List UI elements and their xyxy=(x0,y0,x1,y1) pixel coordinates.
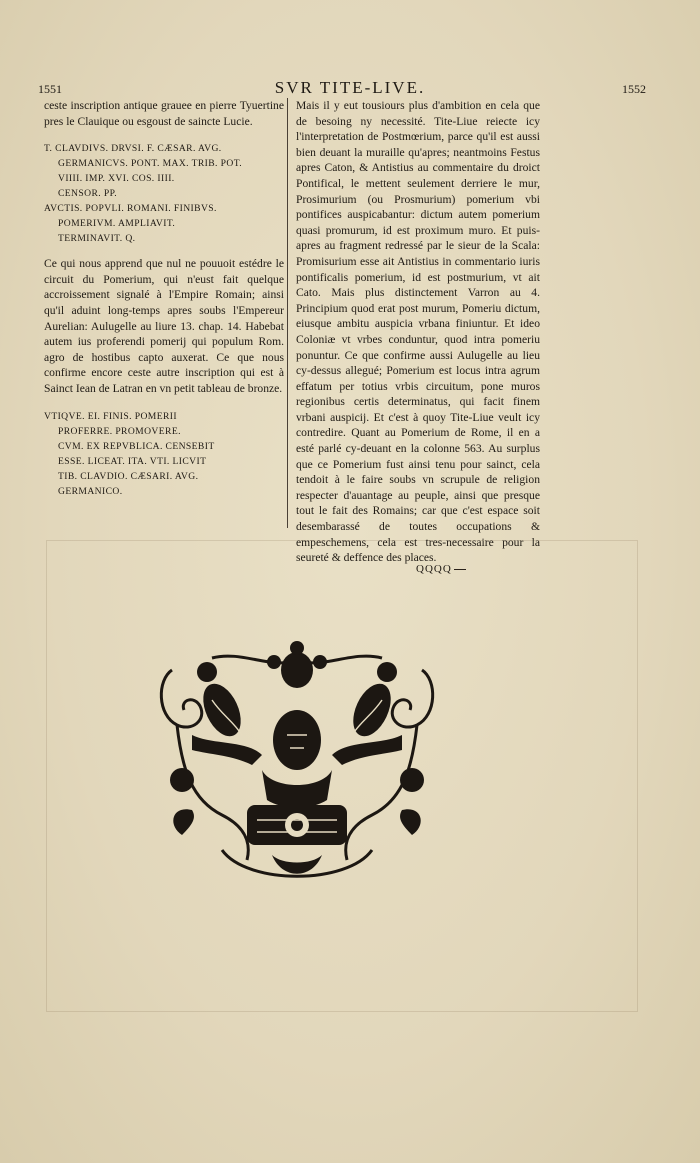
column-divider xyxy=(287,98,288,528)
catchword-rule xyxy=(454,569,466,570)
inscription-line: TIB. CLAVDIO. CÆSARI. AVG. xyxy=(58,470,199,482)
inscription-line: PROFERRE. PROMOVERE. xyxy=(58,425,181,437)
running-header xyxy=(30,78,670,100)
catchword-text: QQQQ xyxy=(416,563,452,575)
inscription-line: ESSE. LICEAT. ITA. VTI. LICVIT xyxy=(58,455,207,467)
grotesque-tailpiece-ornament xyxy=(152,640,442,890)
inscription-bronze-tablet xyxy=(44,409,284,499)
inscription-line: VIIII. IMP. XVI. COS. IIII. xyxy=(58,173,175,185)
inscription-line: CENSOR. PP. xyxy=(58,188,118,200)
inscription-line: TERMINAVIT. Q. xyxy=(58,233,136,245)
inscription-line: VTIQVE. EI. FINIS. POMERII xyxy=(44,410,177,422)
left-paragraph: Ce qui nous apprend que nul ne pouuoit estédre le circuit du Pomerium, qui n'eust fait quelque accroissement signalé à l'Empire Romain; ainsi qu'il aduint long-temps apres soubs l'Empereur Aurelian: Aulugelle au liure 13. chap. 14. Habebat autem ius proferendi pomerij qui populum Rom. agro de hostibus capto auxerat. Ce que nous confirme encore ceste autre inscription qui est à Sainct Iean de Latran en vn petit tableau de bronze. xyxy=(44,257,284,395)
right-paragraph: Mais il y eut tousiours plus d'ambition en cela que de besoing ny necessité. Tite-Liue reiecte icy l'interpretation de Postmœrium, parce qu'il est aussi bien deuant la muraille qu'apres; neantmoins Festus apres Caton, & Antistius au commentaire du droict Pontifical, le mettent seulement derriere le mur, Prosimurium (ou Prosmurium) pomerium vbi pontifices auspicabantur: dictum autem pomerium quasi promurum, id est proximum muro. Et puis-apres au fragment redressé par le sieur de la Scala: Promisurium esse ait Antistius in commentario iuris pontificalis pomerium, id est postmurium, vt ait Cato. Mais plus distinctement Varron au 4. Principium quod erat post murum, Pomeriu dictum, eiusque ambitu auspicia vrbana finiuntur. Et ideo Coloniæ vt vrbes conduntur, quod intra pomeriu ponuntur. Ce que confirme aussi Aulugelle au lieu cy-dessus allegué; Pomerium est locus intra agrum effatum per totius vrbis circuitum, pone muros regionibus certis determinatus, qui facit finem vrbani auspicij. Et c'est à quoy Tite-Liue veult icy contredire. Quant au Pomerium de Rome, il en a esté parlé cy-deuant en la colonne 563. Au surplus que ce Pomerium fust ainsi tenu pour sainct, cela tendoit à le faire soubs vn scrupule de religion respecter d'auantage au peuple, ainsi que presque tout le fait des Romains; car que c'est espace soit desembarassé de toutes occupations & empeschemens, cela est tres-necessaire pour la seureté & deffence des places. xyxy=(296,99,540,565)
page-number-right: 1552 xyxy=(622,82,646,96)
running-title: SVR TITE-LIVE. xyxy=(274,78,426,97)
inscription-claudius xyxy=(44,141,284,246)
inscription-line: CVM. EX REPVBLICA. CENSEBIT xyxy=(58,440,215,452)
catchword xyxy=(416,563,466,575)
inscription-line: T. CLAVDIVS. DRVSI. F. CÆSAR. AVG. xyxy=(44,143,222,155)
right-column xyxy=(296,98,540,566)
left-intro-text: ceste inscription antique grauee en pierre Tyuertine pres le Clauique ou esgoust de saincte Lucie. xyxy=(44,99,284,128)
inscription-line: AVCTIS. POPVLI. ROMANI. FINIBVS. xyxy=(44,203,217,215)
inscription-line: GERMANICVS. PONT. MAX. TRIB. POT. xyxy=(58,158,243,170)
page-number-left: 1551 xyxy=(38,82,62,96)
inscription-line: GERMANICO. xyxy=(58,485,123,497)
left-column xyxy=(44,98,284,499)
inscription-line: POMERIVM. AMPLIAVIT. xyxy=(58,218,176,230)
